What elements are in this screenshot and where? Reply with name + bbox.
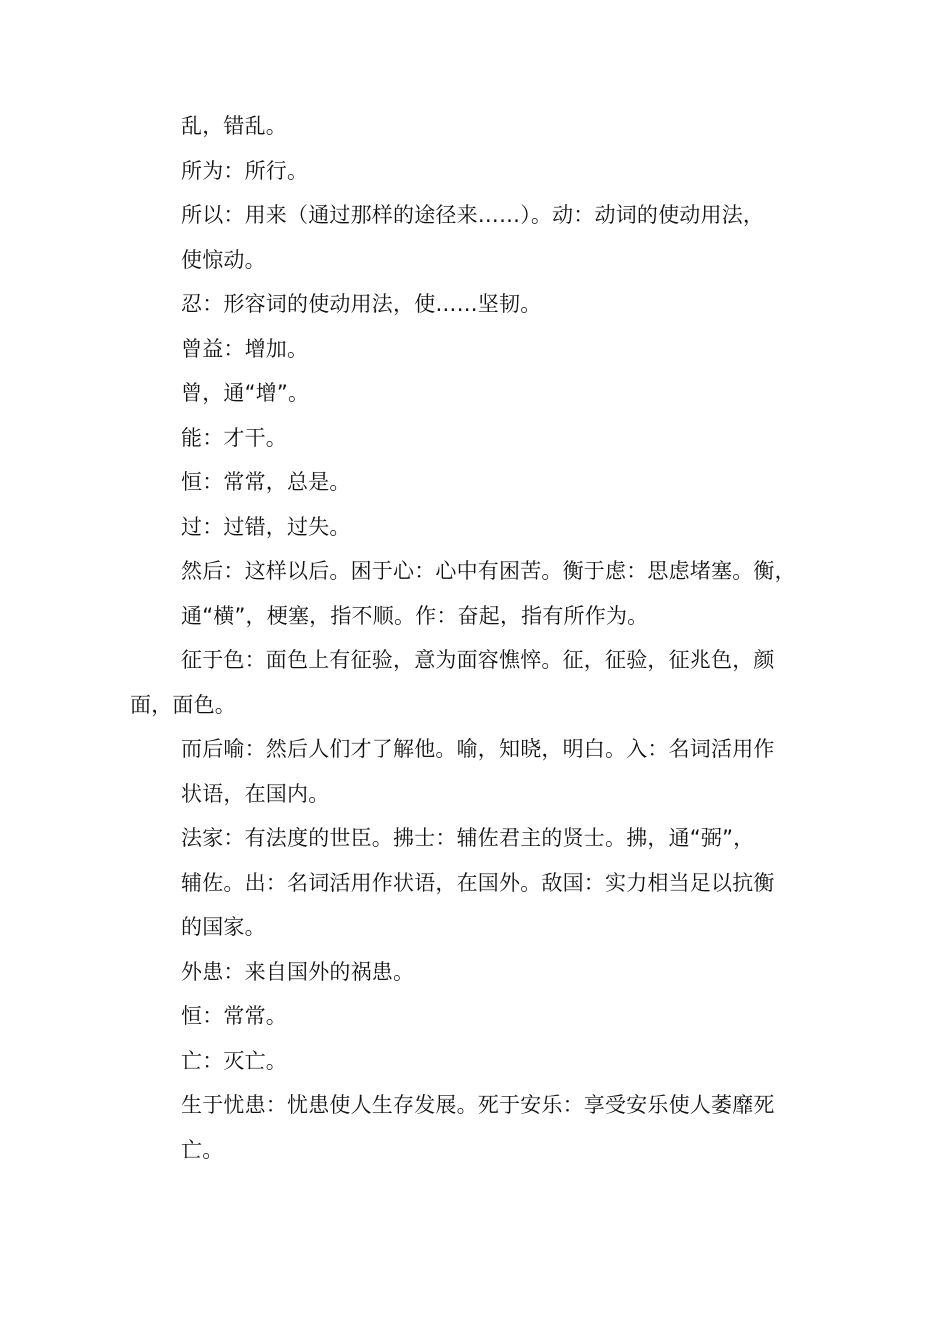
text-line: 所以：用来（通过那样的途径来……）。动：动词的使动用法， [181,203,765,227]
text-line: 的国家。 [181,915,266,939]
text-line: 辅佐。出：名词活用作状语，在国外。敌国：实力相当足以抗衡 [181,870,775,895]
text-line: 而后喻：然后人们才了解他。喻，知晓，明白。入：名词活用作 [181,737,775,761]
text-line: 忍：形容词的使动用法，使……坚韧。 [181,292,542,316]
text-line: 外患：来自国外的祸患。 [181,959,415,984]
text-line: 征于色：面色上有征验，意为面容憔悴。征，征验，征兆色，颜 [181,648,775,672]
text-line: 恒：常常。 [181,1004,287,1028]
text-line: 生于忧患：忧患使人生存发展。死于安乐：享受安乐使人萎靡死 [181,1093,775,1117]
text-line: 通“横”，梗塞，指不顺。作：奋起，指有所作为。 [181,603,649,628]
text-line: 所为：所行。 [181,158,309,183]
text-line: 恒：常常，总是。 [181,470,351,494]
text-line: 能：才干。 [181,425,287,450]
text-line: 面，面色。 [130,692,236,717]
text-line: 过：过错，过失。 [181,514,351,539]
text-line: 曾益：增加。 [181,336,309,361]
text-line: 法家：有法度的世臣。拂士：辅佐君主的贤士。拂，通“弼”， [181,826,755,850]
text-line: 然后：这样以后。困于心：心中有困苦。衡于虑：思虑堵塞。衡， [181,559,796,583]
text-line: 亡：灭亡。 [181,1048,287,1073]
text-line: 使惊动。 [181,247,266,272]
text-line: 状语，在国内。 [181,781,330,806]
text-line: 亡。 [181,1137,224,1162]
text-line: 乱，错乱。 [181,114,287,138]
annotation-text-block [130,104,831,1172]
text-line: 曾，通“增”。 [181,381,310,405]
